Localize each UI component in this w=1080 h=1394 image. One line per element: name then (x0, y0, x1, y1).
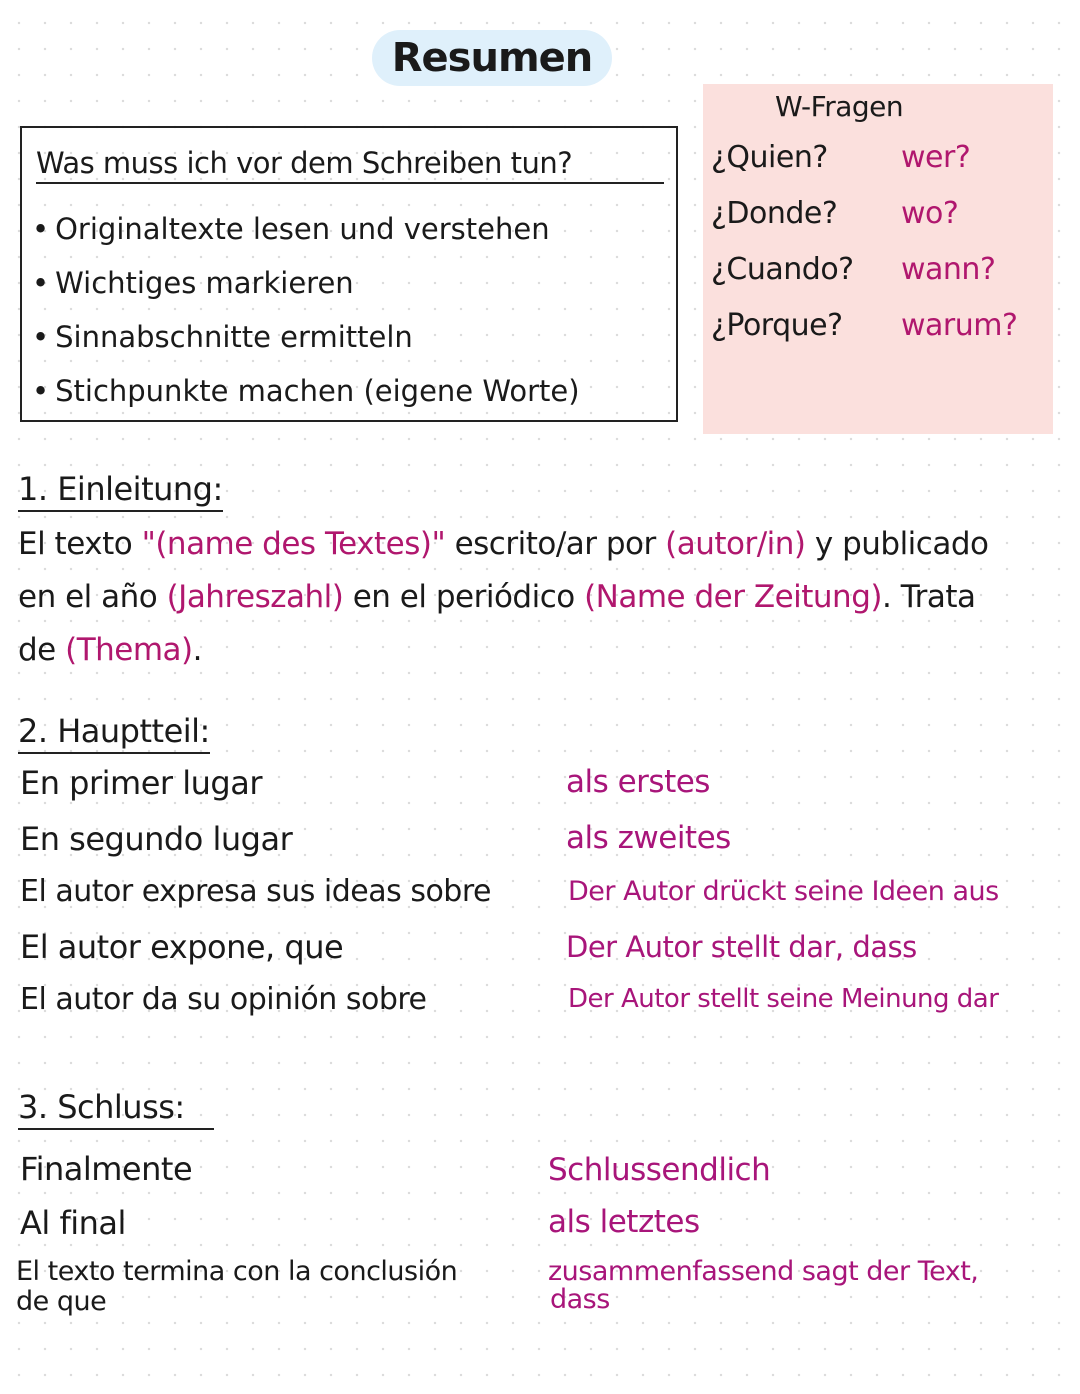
einleitung-heading: 1. Einleitung: (18, 470, 223, 512)
text-segment: en el periódico (343, 579, 585, 615)
einleitung-line-2 (18, 571, 975, 624)
text-segment: El texto (18, 526, 142, 562)
w-fragen-panel (703, 84, 1053, 434)
text-segment: . (192, 632, 203, 668)
preparation-heading: Was muss ich vor dem Schreiben tun? (36, 146, 664, 184)
question-de: warum? (901, 308, 1018, 343)
phrase-es: Finalmente (20, 1150, 193, 1188)
list-item: • Wichtiges markieren (32, 256, 580, 310)
w-question-row (711, 140, 970, 175)
question-es: ¿Porque? (711, 308, 843, 343)
placeholder-segment: "(name des Textes)" (141, 526, 446, 562)
phrase-de: zusammenfassend sagt der Text, (548, 1256, 979, 1287)
phrase-de: Der Autor drückt seine Ideen aus (568, 876, 999, 907)
text-segment: en el año (18, 579, 167, 615)
phrase-de: Der Autor stellt dar, dass (566, 930, 917, 964)
phrase-de: als erstes (566, 764, 710, 800)
question-es: ¿Donde? (711, 196, 838, 231)
text-segment: escrito/ar por (445, 526, 666, 562)
hauptteil-heading: 2. Hauptteil: (18, 712, 210, 754)
question-de: wo? (901, 196, 959, 231)
placeholder-segment: (autor/in) (665, 526, 806, 562)
schluss-heading: 3. Schluss: (18, 1088, 214, 1130)
list-item: • Sinnabschnitte ermitteln (32, 310, 580, 364)
page-title: Resumen (372, 30, 612, 86)
question-de: wer? (901, 140, 971, 175)
preparation-list (32, 202, 580, 418)
phrase-de: als zweites (566, 820, 731, 856)
phrase-de-continued: dass (550, 1284, 610, 1315)
phrase-es-continued: de que (16, 1286, 107, 1317)
list-item: • Originaltexte lesen und verstehen (32, 202, 580, 256)
text-segment: de (18, 632, 66, 668)
question-de: wann? (901, 252, 996, 287)
phrase-es: En primer lugar (20, 764, 262, 802)
phrase-de: Schlussendlich (548, 1152, 771, 1188)
placeholder-segment: (Name der Zeitung) (584, 579, 882, 615)
phrase-es: En segundo lugar (20, 820, 293, 858)
w-question-row (711, 308, 1017, 343)
w-question-row (711, 252, 995, 287)
phrase-es: El autor expone, que (20, 928, 344, 966)
w-fragen-title: W-Fragen (775, 90, 904, 123)
phrase-de: als letztes (548, 1204, 700, 1240)
phrase-es: Al final (20, 1204, 126, 1242)
text-segment: . Trata (881, 579, 976, 615)
placeholder-segment: (Jahreszahl) (166, 579, 344, 615)
einleitung-line-3 (18, 624, 202, 677)
list-item: • Stichpunkte machen (eigene Worte) (32, 364, 580, 418)
preparation-box (20, 126, 678, 422)
phrase-es: El autor expresa sus ideas sobre (20, 874, 491, 909)
question-es: ¿Cuando? (711, 252, 854, 287)
w-question-row (711, 196, 958, 231)
question-es: ¿Quien? (711, 140, 828, 175)
phrase-de: Der Autor stellt seine Meinung dar (568, 984, 999, 1014)
phrase-es: El autor da su opinión sobre (20, 982, 427, 1017)
phrase-es: El texto termina con la conclusión (16, 1256, 458, 1287)
placeholder-segment: (Thema) (65, 632, 193, 668)
einleitung-line-1 (18, 518, 988, 571)
text-segment: y publicado (805, 526, 989, 562)
